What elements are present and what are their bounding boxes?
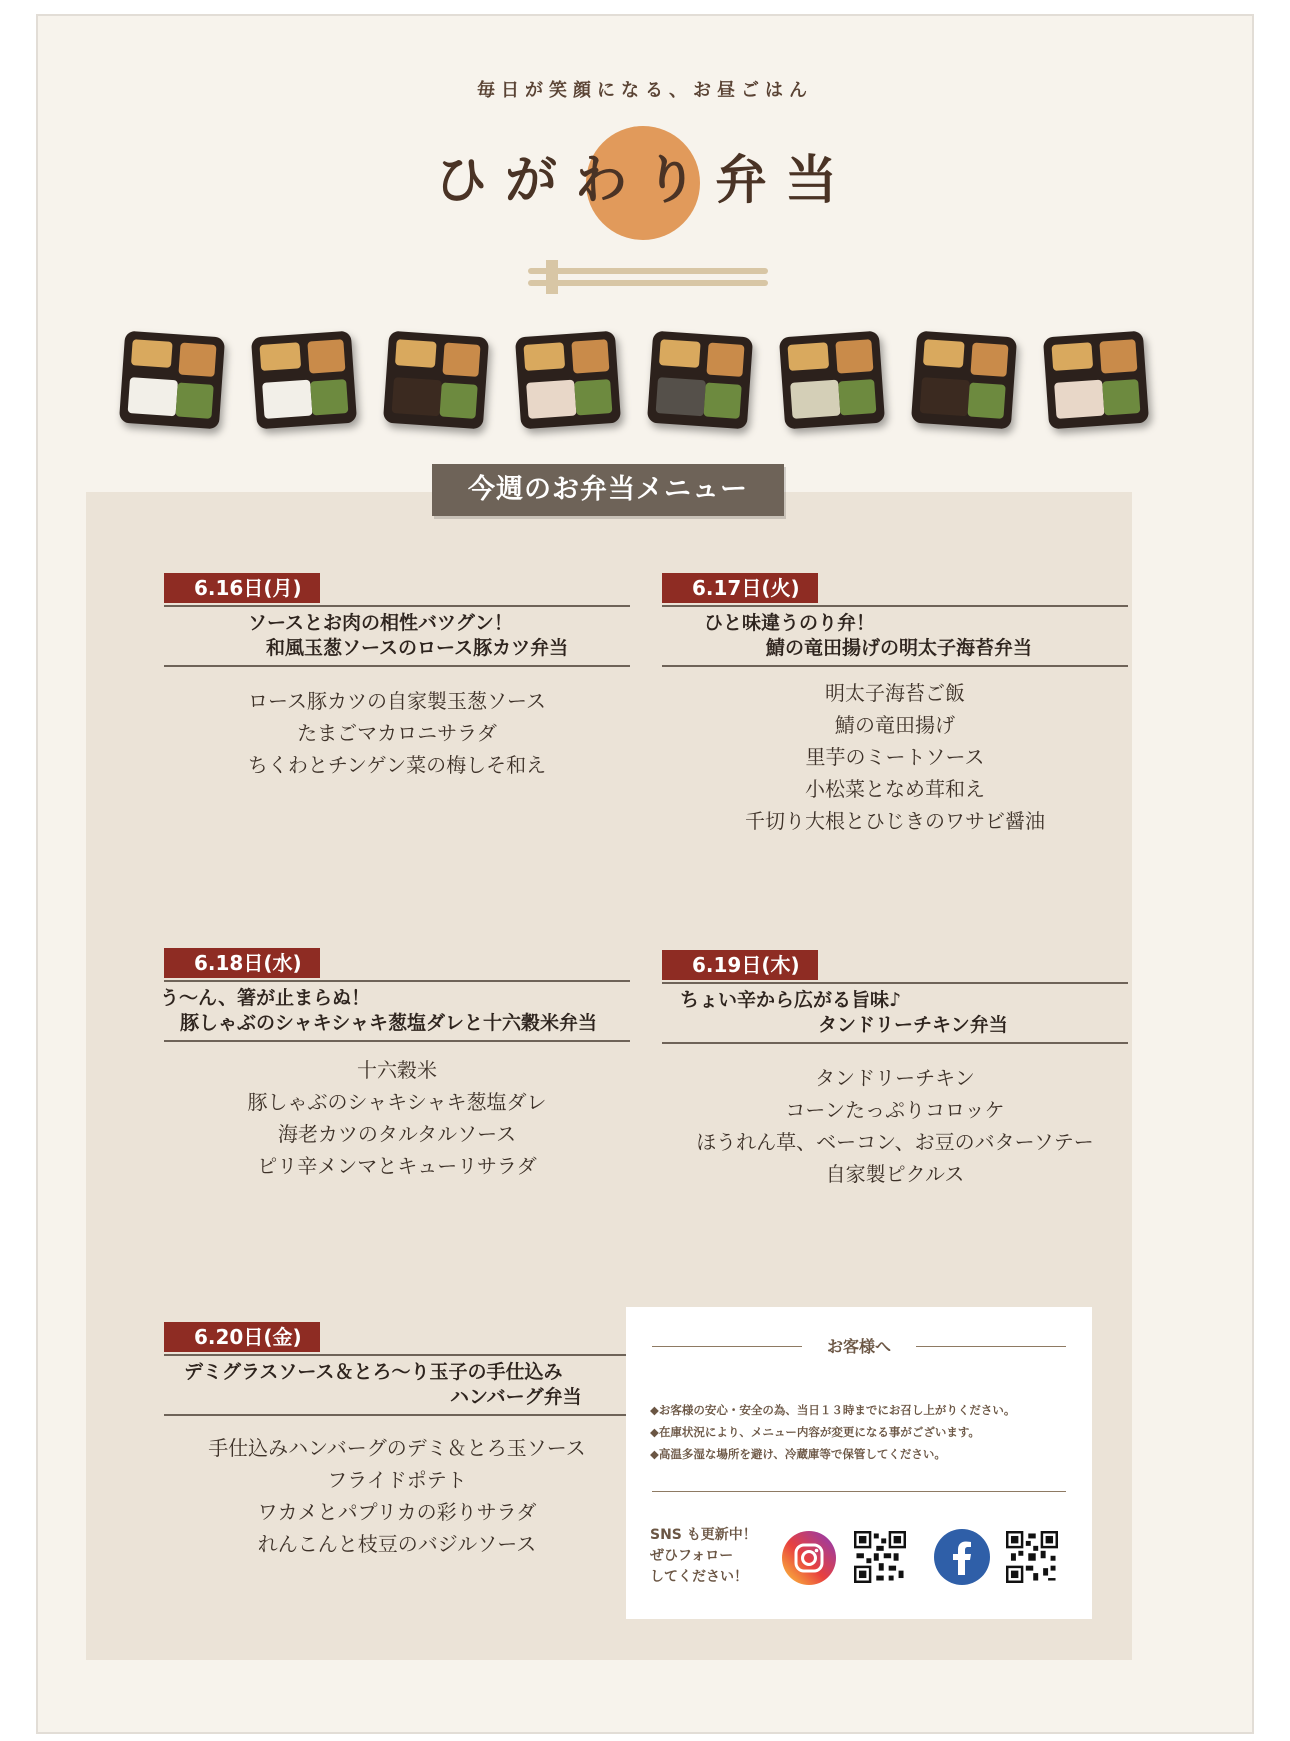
bento-photo-row [122, 334, 1182, 444]
bento-title-line: ちょい辛から広がる旨味♪ [680, 989, 902, 1011]
bento-title [160, 980, 630, 1042]
day-card-wednesday [160, 948, 630, 1182]
bento-title-line: デミグラスソース＆とろ～り玉子の手仕込み [184, 1361, 563, 1383]
list-item: たまごマカロニサラダ [297, 721, 497, 745]
list-item: ちくわとチンゲン菜の梅しそ和え [247, 753, 547, 777]
list-item: れんこんと枝豆のバジルソース [257, 1532, 537, 1556]
bento-photo [647, 331, 753, 430]
list-item: ワカメとパプリカの彩りサラダ [257, 1500, 537, 1524]
date-tag: 6.16日(月) [164, 573, 320, 603]
bento-title-line: タンドリーチキン弁当 [818, 1014, 1008, 1036]
list-item: 手仕込みハンバーグのデミ＆とろ玉ソース [208, 1436, 586, 1460]
list-item: ピリ辛メンマとキューリサラダ [257, 1154, 537, 1178]
list-item: 鯖の竜田揚げ [835, 713, 955, 737]
list-item: 小松菜となめ茸和え [805, 777, 985, 801]
item-list [164, 1054, 630, 1182]
bento-title [164, 605, 630, 667]
tagline: 毎日が笑顔になる、お昼ごはん [477, 80, 813, 101]
instagram-icon[interactable] [782, 1531, 836, 1585]
bento-title [662, 982, 1128, 1044]
item-list [662, 677, 1128, 837]
weekly-menu-title: 今週のお弁当メニュー [432, 464, 784, 516]
bento-title-line: 和風玉葱ソースのロース豚カツ弁当 [266, 637, 569, 659]
divider [916, 1346, 1066, 1347]
bento-photo [251, 331, 357, 430]
date-tag: 6.20日(金) [164, 1322, 320, 1352]
sns-message [650, 1525, 780, 1588]
bento-title-line: 豚しゃぶのシャキシャキ葱塩ダレと十六穀米弁当 [180, 1012, 598, 1034]
list-item: 豚しゃぶのシャキシャキ葱塩ダレ [247, 1090, 547, 1114]
list-item: ロース豚カツの自家製玉葱ソース [248, 689, 546, 713]
date-tag: 6.18日(水) [164, 948, 320, 978]
bento-photo [1043, 331, 1149, 430]
day-card-friday [164, 1322, 630, 1560]
date-tag: 6.17日(火) [662, 573, 818, 603]
sns-line: ぜひフォロー [650, 1548, 734, 1564]
notice-item: ◆お客様の安心・安全の為、当日１３時までにお召し上がりください。 [650, 1403, 1016, 1417]
bento-title [662, 605, 1128, 667]
list-item: ほうれん草、ベーコン、お豆のバターソテー [696, 1130, 1094, 1154]
list-item: 千切り大根とひじきのワサビ醤油 [745, 809, 1045, 833]
notice-heading [652, 1337, 1066, 1357]
bento-title-line: ハンバーグ弁当 [450, 1386, 582, 1408]
bento-title-line: う～ん、箸が止まらぬ！ [160, 987, 371, 1009]
facebook-icon[interactable] [934, 1529, 990, 1585]
item-list [164, 1432, 630, 1560]
bento-title-line: 鯖の竜田揚げの明太子海苔弁当 [766, 637, 1033, 659]
list-item: 明太子海苔ご飯 [825, 681, 965, 705]
item-list [662, 1062, 1128, 1190]
notice-item: ◆在庫状況により、メニュー内容が変更になる事がございます。 [650, 1425, 980, 1439]
bento-photo [515, 331, 621, 430]
list-item: フライドポテト [327, 1468, 467, 1492]
sns-line: SNS も更新中！ [650, 1527, 757, 1543]
qr-code-icon[interactable] [854, 1531, 906, 1583]
list-item: 自家製ピクルス [825, 1162, 965, 1186]
bento-photo [119, 331, 225, 430]
bento-title-line: ソースとお肉の相性バツグン！ [248, 612, 513, 634]
bento-photo [911, 331, 1017, 430]
list-item: タンドリーチキン [815, 1066, 975, 1090]
list-item: コーンたっぷりコロッケ [785, 1098, 1005, 1122]
list-item: 海老カツのタルタルソース [277, 1122, 517, 1146]
bento-photo [779, 331, 885, 430]
list-item: 十六穀米 [357, 1058, 437, 1082]
brand-logo [38, 120, 1252, 250]
day-card-thursday [662, 950, 1128, 1190]
customer-notice [626, 1307, 1092, 1619]
notice-list [650, 1399, 1080, 1465]
notice-item: ◆高温多湿な場所を避け、冷蔵庫等で保管してください。 [650, 1447, 946, 1461]
list-item: 里芋のミートソース [805, 745, 985, 769]
sns-line: してください！ [650, 1569, 748, 1585]
qr-code-icon[interactable] [1006, 1531, 1058, 1583]
item-list [164, 685, 630, 781]
divider [652, 1491, 1066, 1492]
date-tag: 6.19日(木) [662, 950, 818, 980]
logo-text: ひがわり弁当 [434, 151, 855, 211]
day-card-monday [164, 573, 630, 781]
notice-heading-text: お客様へ [826, 1337, 891, 1356]
bento-title [164, 1354, 630, 1416]
bento-title-line: ひと味違うのり弁！ [704, 612, 876, 634]
chopsticks-icon [528, 260, 768, 306]
bento-photo [383, 331, 489, 430]
day-card-tuesday [662, 573, 1128, 837]
